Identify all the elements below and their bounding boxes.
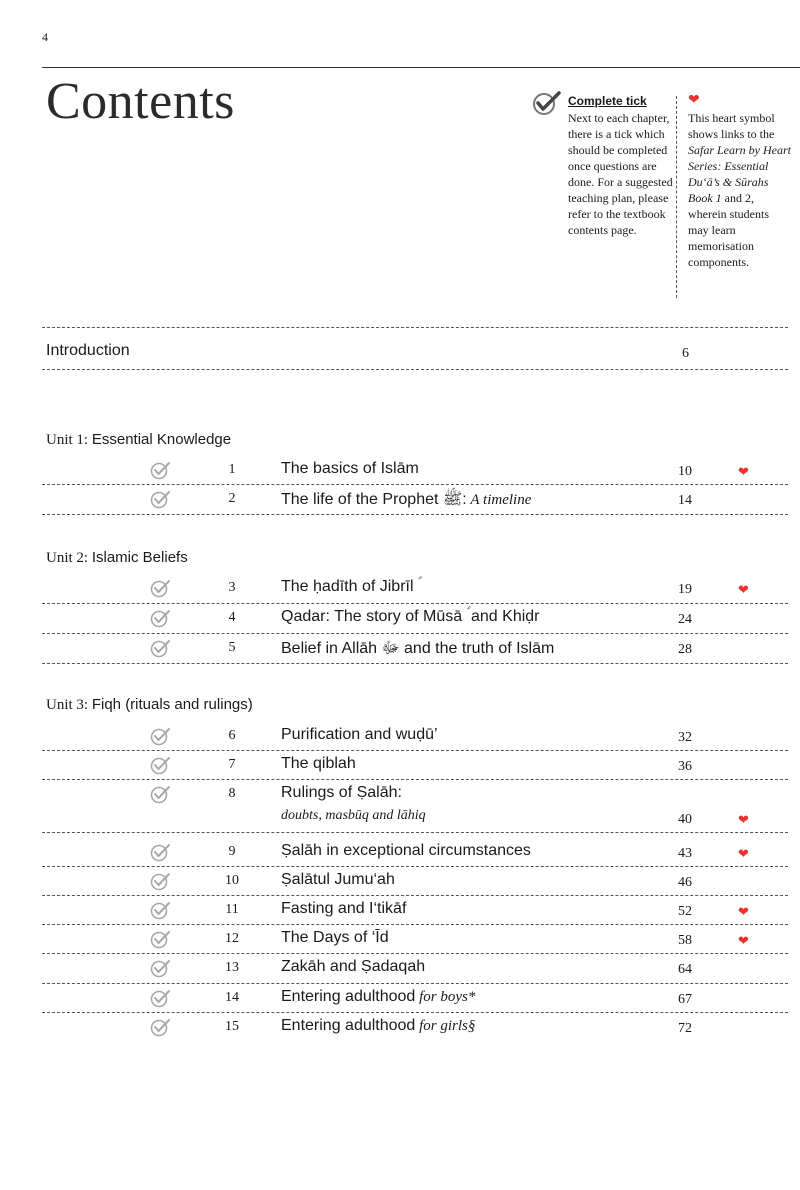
page-number: 10 xyxy=(678,464,692,479)
chapter-title: Entering adulthood for girls§ xyxy=(281,1017,476,1034)
chapter-number: 7 xyxy=(228,757,236,772)
divider xyxy=(42,832,788,833)
heart-icon[interactable]: ❤ xyxy=(738,904,749,919)
page-number: 14 xyxy=(678,493,692,508)
page-number: 46 xyxy=(678,875,692,890)
completion-tick-icon[interactable] xyxy=(150,638,172,663)
chapter-number: 6 xyxy=(228,728,236,743)
chapter-title: The Days of ‘Īd xyxy=(281,929,389,946)
completion-tick-icon[interactable] xyxy=(150,842,172,867)
unit-heading: Unit 2: Islamic Beliefs xyxy=(46,549,188,566)
heart-icon[interactable]: ❤ xyxy=(738,846,749,861)
unit-heading: Unit 1: Essential Knowledge xyxy=(46,431,232,448)
heart-icon[interactable]: ❤ xyxy=(738,933,749,948)
page-number: 58 xyxy=(678,933,692,948)
page-number: 4 xyxy=(42,30,48,44)
divider xyxy=(42,663,788,664)
page-number: 28 xyxy=(678,642,692,657)
completion-tick-icon[interactable] xyxy=(150,929,172,954)
completion-tick-icon[interactable] xyxy=(150,755,172,780)
completion-tick-icon[interactable] xyxy=(150,784,172,809)
chapter-title: Zakāh and Ṣadaqah xyxy=(281,958,426,975)
completion-tick-icon[interactable] xyxy=(150,900,172,925)
completion-tick-icon[interactable] xyxy=(150,489,172,514)
completion-tick-icon[interactable] xyxy=(150,460,172,485)
chapter-number: 4 xyxy=(228,610,236,625)
completion-tick-icon[interactable] xyxy=(150,608,172,633)
divider xyxy=(42,895,788,896)
top-rule xyxy=(42,67,800,68)
completion-tick-icon[interactable] xyxy=(150,871,172,896)
chapter-number: 14 xyxy=(225,990,239,1005)
chapter-title-italic: for boys* xyxy=(415,989,476,1005)
page-number: 24 xyxy=(678,612,692,627)
chapter-title: Rulings of Ṣalāh: xyxy=(281,784,402,801)
chapter-number: 13 xyxy=(225,960,239,975)
page-number: 40 xyxy=(678,812,692,827)
page-number: 52 xyxy=(678,904,692,919)
divider xyxy=(42,924,788,925)
completion-tick-icon[interactable] xyxy=(150,726,172,751)
chapter-number: 2 xyxy=(228,491,236,506)
divider xyxy=(42,327,788,328)
chapter-number: 9 xyxy=(228,844,236,859)
page-title: Contents xyxy=(46,73,235,130)
divider xyxy=(42,1012,788,1013)
chapter-title: The ḥadīth of Jibrīl ؑ xyxy=(281,578,418,595)
heart-icon[interactable]: ❤ xyxy=(738,812,749,827)
divider xyxy=(42,983,788,984)
heart-icon[interactable]: ❤ xyxy=(738,582,749,597)
complete-tick-title: Complete tick xyxy=(568,94,647,108)
page-number: 19 xyxy=(678,582,692,597)
chapter-number: 3 xyxy=(228,580,236,595)
divider xyxy=(42,866,788,867)
chapter-title: The basics of Islām xyxy=(281,460,419,477)
chapter-number: 10 xyxy=(225,873,239,888)
legend-divider xyxy=(676,96,677,298)
chapter-number: 5 xyxy=(228,640,236,655)
chapter-title: Belief in Allāh ﷻ and the truth of Islām xyxy=(281,640,555,657)
chapter-number: 11 xyxy=(225,902,239,917)
chapter-number: 15 xyxy=(225,1019,239,1034)
page-number: 64 xyxy=(678,962,692,977)
completion-tick-icon[interactable] xyxy=(150,1017,172,1042)
introduction-entry[interactable]: Introduction xyxy=(46,342,130,359)
page-number: 43 xyxy=(678,846,692,861)
chapter-title: The life of the Prophet ﷺ: A timeline xyxy=(281,491,532,508)
heart-description: This heart symbol shows links to the Safar Learn by Heart Series: Essential Du‘ā’s & Sūrahs Book 1 and 2, wherein students may learn memorisation components. xyxy=(688,111,791,269)
complete-tick-icon xyxy=(532,90,562,121)
chapter-title: The qiblah xyxy=(281,755,356,772)
series-name: Safar Learn by Heart Series: Essential Du‘ā’s & Sūrahs Book 1 xyxy=(688,143,791,205)
chapter-title-italic: A timeline xyxy=(466,492,532,508)
chapter-subtitle: doubts, masbūq and lāhiq xyxy=(281,808,426,823)
chapter-title: Purification and wuḍū’ xyxy=(281,726,438,743)
chapter-title: Entering adulthood for boys* xyxy=(281,988,476,1005)
chapter-title: Qadar: The story of Mūsā ؑ and Khiḍr xyxy=(281,608,540,625)
chapter-title: Ṣalātul Jumu‘ah xyxy=(281,871,395,888)
divider xyxy=(42,633,788,634)
divider xyxy=(42,953,788,954)
divider xyxy=(42,514,788,515)
completion-tick-icon[interactable] xyxy=(150,578,172,603)
page-number: 32 xyxy=(678,730,692,745)
divider xyxy=(42,369,788,370)
chapter-number: 8 xyxy=(228,786,236,801)
divider xyxy=(42,750,788,751)
page-number: 72 xyxy=(678,1021,692,1036)
page-number: 36 xyxy=(678,759,692,774)
completion-tick-icon[interactable] xyxy=(150,958,172,983)
unit-heading: Unit 3: Fiqh (rituals and rulings) xyxy=(46,696,253,713)
chapter-number: 1 xyxy=(228,462,236,477)
heart-icon: ❤ xyxy=(688,93,700,108)
heart-icon[interactable]: ❤ xyxy=(738,464,749,479)
complete-tick-description: Next to each chapter, there is a tick which should be completed once questions are done. For a suggested teaching plan, please refer to the textbook contents page. xyxy=(568,111,673,237)
divider xyxy=(42,484,788,485)
chapter-title-italic: for girls§ xyxy=(415,1018,476,1034)
completion-tick-icon[interactable] xyxy=(150,988,172,1013)
divider xyxy=(42,603,788,604)
introduction-page: 6 xyxy=(682,346,689,361)
divider xyxy=(42,779,788,780)
chapter-title: Fasting and I‘tikāf xyxy=(281,900,407,917)
chapter-title: Ṣalāh in exceptional circumstances xyxy=(281,842,531,859)
page-number: 67 xyxy=(678,992,692,1007)
chapter-number: 12 xyxy=(225,931,239,946)
